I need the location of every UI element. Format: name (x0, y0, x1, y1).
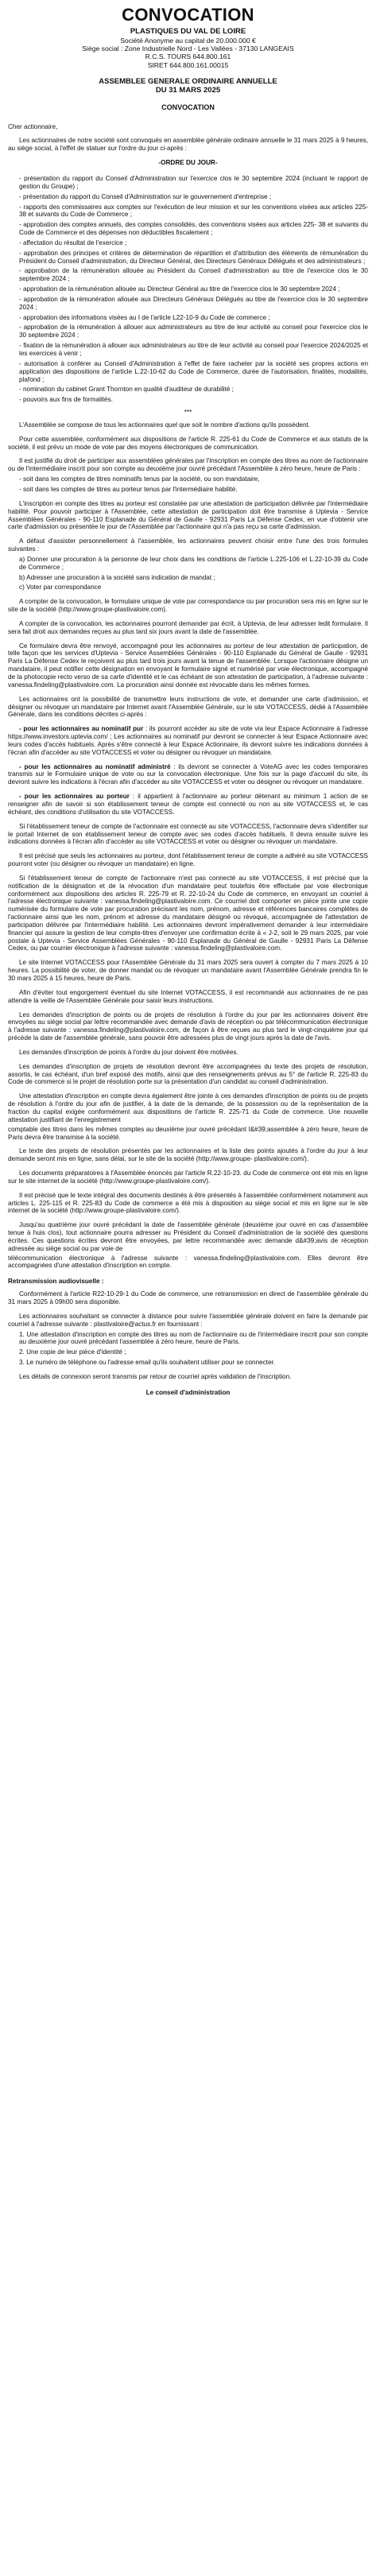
document-title: CONVOCATION (122, 5, 254, 25)
agenda-item: - affectation du résultat de l'exercice ; (19, 239, 127, 246)
paragraph-attestation-2: comptable des titres dans les mêmes comptes au deuxième jour ouvré précédant l&#39;assemblée à zéro heure, heure de Paris devra être transmise à la société. (8, 1125, 368, 1141)
paragraph-right-2: - soit dans les comptes de titres au porteur tenus par l'intermédiaire habilité. (19, 485, 238, 493)
meeting-date: DU 31 MARS 2025 (155, 86, 221, 95)
paragraph-right: Il est justifié du droit de participer aux assemblées générales par l'inscription en compte des titres au nom de l'actionnaire ou de l'intermédiaire inscrit pour son compte au deuxième jour ouvré précédant l'Assemblée à zéro heure, heure de Paris : (8, 457, 368, 473)
paragraph-form-return: Ce formulaire devra être renvoyé, accompagné pour les actionnaires au porteur de leur attestation de participation, de telle façon que les services d'Uptevia - Service Assemblées Générales - 90-110 Esplanade du Général de Gaulle - 92931 Paris La Défense Cedex le reçoivent au plus tard trois jours avant la tenue de l'assemblée. Lorsque l'actionnaire désigne un mandataire, il peut notifier cette désignation en envoyant le formulaire signé et numérisé par voie électronique, accompagné de la photocopie recto verso de sa carte d'identité et le cas échéant de son attestation de participation, à l'adresse suivante : vanessa.findeling@plastivaloire.com. La procuration ainsi donnée est révocable dans les mêmes formes. (8, 642, 368, 689)
porteur-text: : il appartient à l'actionnaire au porteur détenant au minimum 1 action de se renseigner afin de savoir si son établissement teneur de compte est connecté ou non au site VOTACCESS et, le cas échéant, des conditions d'utilisation du site VOTACCESS. (8, 793, 368, 816)
agenda-item: - approbation de la rémunération allouée aux Directeurs Généraux Délégués au titre de l'exercice clos le 30 septembre 2024 ; (19, 295, 368, 311)
paragraph-docs-2: Il est précisé que le texte intégral des documents destinés à être présentés à l'assemblée conformément notamment aux articles L. 225-115 et R. 225-83 du Code de commerce a été mis à disposition au siège social et mis en ligne sur le site internet de la société (http://www.groupe-plastivaloire.com/). (8, 1191, 368, 1215)
signature: Le conseil d'administration (145, 1388, 231, 1396)
agenda-item: - rapports des commissaires aux comptes sur l'exécution de leur mission et sur les conventions visées aux articles 225-38 et suivants du Code de Commerce ; (19, 203, 368, 219)
paragraph-nominatif-administre (8, 763, 368, 787)
separator: *** (184, 409, 192, 417)
retransmission-title: Retransmission audiovisuelle : (8, 1278, 104, 1286)
option-c: c) Voter par correspondance (19, 584, 102, 592)
agenda-item: - approbation des comptes annuels, des comptes consolidés, des conventions visées aux articles 225- 38 et suivants du Code de Commerce et des dépenses non déductibles fiscalement ; (19, 221, 368, 237)
paragraph-retransmission: Conformément à l'article R22-10-29-1 du Code de commerce, une retransmission en direct de l'assemblée générale du 31 mars 2025 à 09h00 sera disponible. (8, 1290, 368, 1306)
agenda-item: - fixation de la rémunération à allouer aux administrateurs au titre de leur activité au conseil pour l'exercice 2024/2025 et les exercices à venir ; (19, 342, 368, 358)
paragraph-society: L'Assemblée se compose de tous les actionnaires quel que soit le nombre d'actions qu'ils possèdent. (19, 421, 311, 429)
meeting-title: ASSEMBLEE GENERALE ORDINAIRE ANNUELLE (99, 77, 277, 87)
greeting: Cher actionnaire, (8, 122, 58, 130)
agenda-item: - autorisation à conférer au Conseil d'Administration à l'effet de faire racheter par la société ses propres actions en application des dispositions de l'article L.22-10-62 du Code de Commerce, durée de l'autorisation, finalités, modalités, plafond ; (19, 359, 368, 383)
nominatif-administre-label: - pour les actionnaires au nominatif administré (19, 762, 171, 770)
paragraph-questions-2: télécommunication électronique à l'adresse suivante : vanessa.findeling@plastivaloire.com. Elles devront être accompagnées d'une attestation d'inscription en compte. (8, 1254, 368, 1270)
agenda-item: - approbation de la rémunération allouée au Directeur Général au titre de l'exercice clos le 30 septembre 2024 ; (19, 285, 340, 293)
paragraph-shareholders-convocation: A compter de la convocation, les actionnaires pourront demander par écrit, à Uptevia, de leur adresser ledit formulaire. Il sera fait droit aux demandes reçues au plus tard six jours avant la date de l'assemblée. (8, 619, 368, 635)
agenda-item: - nomination du cabinet Grant Thornton en qualité d'auditeur de durabilité ; (19, 386, 234, 394)
paragraph-absent: A défaut d'assister personnellement à l'assemblée, les actionnaires peuvent choisir entre l'une des trois formules suivantes : (8, 537, 368, 553)
agenda-item: - approbation des principes et critères de détermination de répartition et d'attribution des éléments de rémunération du Président du Conseil d'administration, du Directeur Général, des Directeurs Généraux Délégués et des administrateurs ; (19, 249, 368, 265)
paragraph-votaccess: Le site Internet VOTACCESS pour l'Assemblée Générale du 31 mars 2025 sera ouvert à compter du 7 mars 2025 à 10 heures. La possibilité de voter, de donner mandat ou de révoquer un mandataire avant l'Assemblée Générale prendra fin le 30 mars 2025 à 15 heures, heure de Paris. (8, 959, 368, 983)
agenda-item: - pouvoirs aux fins de formalités. (19, 396, 113, 404)
company-capital: Société Anonyme au capital de 20.000.000 € (120, 36, 256, 45)
agenda-title: -ORDRE DU JOUR- (158, 159, 218, 167)
porteur-label: - pour les actionnaires au porteur (19, 793, 130, 801)
paragraph-nominatif-pur (8, 725, 368, 756)
paragraph-right-1: - soit dans les comptes de titres nominatifs tenus par la société, ou son mandataire, (19, 475, 260, 483)
paragraph-projects: Les demandes d'inscription de projets de résolution devront être accompagnées du texte des projets de résolution, assortis, le cas échéant, d'un bref exposé des motifs, ainsi que des renseignements prévus au 5° de l'article R. 225-83 du Code de commerce si le projet de résolution porte sur la présentation d'un candidat au conseil d'administration. (8, 1062, 368, 1086)
option-a: a) Donner une procuration à la personne de leur choix dans les conditions de l'article L.225-106 et L.22-10-39 du Code de Commerce ; (19, 555, 368, 571)
agenda-list (8, 175, 368, 404)
company-seat: Siège social : Zone Industrielle Nord - Les Vallées - 37130 LANGEAIS (82, 45, 294, 53)
agenda-item: - présentation du rapport du Conseil d'Administration sur l'exercice clos le 30 septembre 2024 (incluant le rapport de gestion du Groupe) ; (19, 174, 368, 190)
connect-step-3: 3. Le numéro de téléphone ou l'adresse email qu'ils souhaitent utiliser pour se connecter. (19, 1359, 276, 1367)
connect-step-2: 2. Une copie de leur pièce d'identité ; (19, 1348, 126, 1356)
paragraph-form: A compter de la convocation, le formulaire unique de vote par correspondance ou par procuration sera mis en ligne sur le site de la société (http://www.groupe-plastivaloire.com). (8, 598, 368, 614)
paragraph-only: Il est précisé que seuls les actionnaires au porteur, dont l'établissement teneur de compte a adhéré au site VOTACCESS pourront voter (ou désigner ou révoquer un mandataire) en ligne. (8, 852, 368, 868)
paragraph-vote: Pour cette assemblée, conformément aux dispositions de l'article R. 225-61 du Code de Commerce et aux statuts de la société, il est prévu un mode de vote par des moyens électroniques de communication. (8, 435, 368, 451)
agenda-item: - approbation de la rémunération allouée au Président du Conseil d'administration au titre de l'exercice clos le 30 septembre 2024 ; (19, 267, 368, 283)
paragraph-text-points: Le texte des projets de résolution présentés par les actionnaires et la liste des points ajoutés à l'ordre du jour à leur demande seront mis en ligne, sans délai, sur le site de la société (http://www.groupe- plastivaloire.com/). (8, 1147, 368, 1163)
paragraph-not-connected: Si l'établissement teneur de compte de l'actionnaire n'est pas connecté au site VOTACCESS, il est précisé que la notification de la désignation et de la révocation d'un mandataire peut toutefois être effectuée par voie électronique conformément aux dispositions des articles R. 225-79 et R. 22-10-24 du Code de commerce, en envoyant un courriel à l'adresse électronique suivante : vanessa.findeling@plastivaloire.com. Ce courriel doit comporter en pièce jointe une copie numérisée du formulaire de vote par procuration précisant les nom, prénom, adresse et références bancaires complètes de l'actionnaire ainsi que les nom, prénom et adresse du mandataire désigné ou révoqué, accompagnée de l'attestation de participation délivrée par l'intermédiaire habilité. Les actionnaires devront impérativement demander à leur intermédiaire financier qui assure la gestion de leur compte-titres d'envoyer une confirmation écrite à « J-2, soit le 29 mars 2025, par voie postale à Uptevia - Service Assemblées Générales - 90-110 Esplanade du Général de Gaulle - 92931 Paris La Défense Cedex, ou par courrier électronique à l'adresse suivante : vanessa.findeling@plastivaloire.com. (8, 874, 368, 952)
option-b: b) Adresser une procuration à la société sans indication de mandat ; (19, 573, 215, 581)
paragraph-attestation: Une attestation d'inscription en compte devra également être jointe à ces demandes d'inscription de points ou de projets de résolution à l'ordre du jour afin de justifier, à la date de la demande, de la possession ou de la représentation de la fraction du capital exigée conformément aux dispositions de l'article R. 225-71 du Code de commerce. Une nouvelle attestation justifiant de l'enregistrement (8, 1092, 368, 1123)
agenda-item: - présentation du rapport du Conseil d'Administration sur le gouvernement d'entreprise ; (19, 192, 272, 200)
nominatif-pur-text: : ils pourront accéder au site de vote via leur Espace Actionnaire à l'adresse https://www.investors.uptevia.com/ ; Les actionnaires au nominatif pur devront se connecter à leur Espace Actionnaire avec leurs codes d'accès habituels. Après s'être connecté à leur Espace Actionnaire, ils devront suivre les indications données à l'écran afin d'accéder au site VOTACCESS et voter ou désigner ou révoquer un mandataire. (8, 725, 368, 756)
meeting-label: CONVOCATION (161, 103, 215, 111)
nominatif-pur-label: - pour les actionnaires au nominatif pur (19, 725, 144, 733)
paragraph-electronic: Les actionnaires ont la possibilité de transmettre leurs instructions de vote, et demander une carte d'admission, et désigner ou révoquer un mandataire par Internet avant l'Assemblée Générale, sur le site VOTACCESS, dédié à l'Assemblée Générale, dans les conditions décrites ci-après : (8, 695, 368, 719)
agenda-item: - approbation des informations visées au I de l'article L22-10-9 du Code de commerce ; (19, 313, 270, 321)
nominatif-administre-text: : ils devront se connecter à VoteAG avec les codes temporaires transmis sur le Formulaire unique de vote ou sur la convocation électronique. Une fois sur la page d'accueil du site, ils devront suivre les indications à l'écran afin d'accéder au site VOTACCESS et voter ou désigner ou révoquer un mandataire. (8, 762, 368, 786)
paragraph-questions: Jusqu'au quatrième jour ouvré précédant la date de l'assemblée générale (deuxième jour ouvré en cas d'assemblée tenue à huis clos), tout actionnaire pourra adresser au Président du Conseil d'administration de la société des questions écrites. Ces questions écrites devront être envoyées, par lettre recommandée avec demande d&#39;avis de réception adressée au siège social ou par voie de (8, 1221, 368, 1252)
paragraph-advice: Afin d'éviter tout engorgement éventuel du site Internet VOTACCESS, il est recommandé aux actionnaires de ne pas attendre la veille de l'Assemblée Générale pour saisir leurs instructions. (8, 988, 368, 1004)
agenda-item: - approbation de la rémunération à allouer aux administrateurs au titre de leur activité au conseil pour l'exercice clos le 30 septembre 2024 ; (19, 324, 368, 339)
paragraph-porteur (8, 793, 368, 817)
company-siret: SIRET 644.800.161.00015 (147, 60, 229, 69)
company-rcs: R.C.S. TOURS 644.800.161 (145, 52, 231, 61)
paragraph-motivated: Les demandes d'inscription de points à l'ordre du jour doivent être motivées. (19, 1048, 238, 1056)
paragraph-connect: Les actionnaires souhaitant se connecter à distance pour suivre l'assemblée générale doivent en faire la demande par courriel à l'adresse suivante : plastivaloire@actus.fr en fournissant : (8, 1312, 368, 1328)
paragraph-connect-details: Les détails de connexion seront transmis par retour de courriel après validation de l'inscription. (19, 1372, 292, 1380)
paragraph-docs: Les documents préparatoires à l'Assemblée énoncés par l'article R.22-10-23. du Code de commerce ont été mis en ligne sur le site internet de la société (http://www.groupe-plastivaloire.com/). (8, 1170, 368, 1185)
paragraph-requests: Les demandes d'inscription de points ou de projets de résolution à l'ordre du jour par les actionnaires doivent être envoyées au siège social par lettre recommandée avec demande d'avis de réception ou par télécommunication électronique à l'adresse suivante : vanessa.findeling@plastivaloire.com, de façon à être reçues au plus tard le vingt-cinquième jour qui précède la date de l'assemblée générale, sans pouvoir être adressées plus de vingt jours après la date de l'avis. (8, 1011, 368, 1042)
company-name: PLASTIQUES DU VAL DE LOIRE (130, 27, 246, 37)
intro-paragraph: Les actionnaires de notre société sont convoqués en assemblée générale ordinaire annuelle le 31 mars 2025 à 9 heures, au siège social, à l'effet de statuer sur l'ordre du jour ci-après : (8, 137, 368, 153)
connect-step-1: 1. Une attestation d'inscription en compte des titres au nom de l'actionnaire ou de l'intermédiaire inscrit pour son compte au deuxième jour ouvré précédant l'assemblée à zéro heure, heure de Paris. (19, 1330, 368, 1346)
paragraph-connected: Si l'établissement teneur de compte de l'actionnaire est connecté au site VOTACCESS, l'actionnaire devra s'identifier sur le portail Internet de son établissement teneur de compte avec ses codes d'accès habituels. Il devra ensuite suivre les indications données à l'écran afin d'accéder au site VOTACCESS et voter ou désigner ou révoquer un mandataire. (8, 822, 368, 846)
paragraph-registration: L'inscription en compte des titres au porteur est constatée par une attestation de participation délivrée par l'intermédiaire habilité. Pour pouvoir participer à l'Assemblée, cette attestation de participation doit être transmise à Uptevia - Service Assemblées Générales - 90-110 Esplanade du Général de Gaulle - 92931 Paris La Défense Cedex, en vue d'obtenir une carte d'admission ou présentée le jour de l'Assemblée par l'actionnaire qui n'a pas reçu sa carte d'admission. (8, 499, 368, 531)
